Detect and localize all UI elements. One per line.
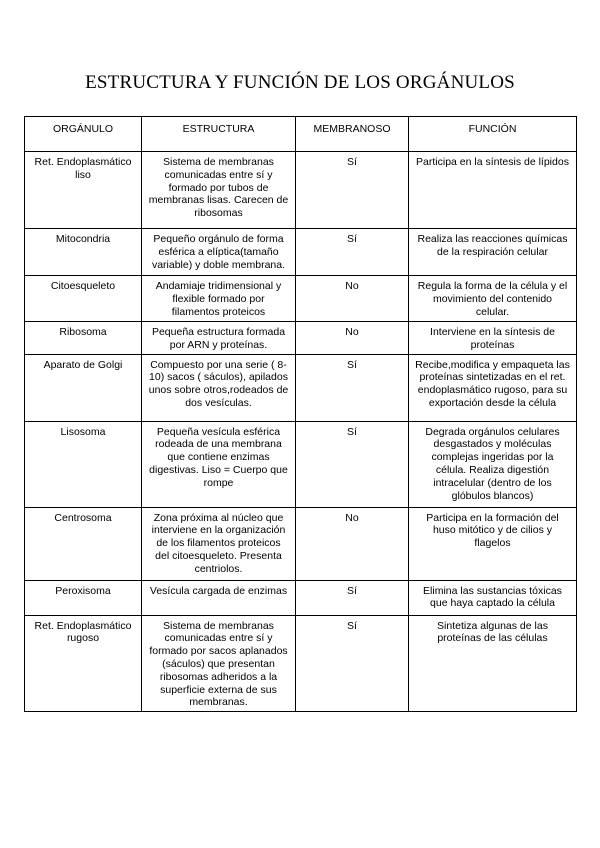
cell-membranoso: No [296,507,409,580]
cell-funcion: Participa en la formación del huso mitótico y de cilios y flagelos [409,507,577,580]
cell-organulo: Centrosoma [25,507,142,580]
cell-membranoso: Sí [296,615,409,712]
cell-estructura: Sistema de membranas comunicadas entre sí y formado por tubos de membranas lisas. Carecen de ribosomas [142,152,296,229]
cell-organulo: Mitocondria [25,229,142,276]
cell-funcion: Degrada orgánulos celulares desgastados y moléculas complejas ingeridas por la célula. Realiza digestión intracelular (dentro de los glóbulos blancos) [409,421,577,507]
cell-membranoso: Sí [296,580,409,615]
cell-estructura: Pequeña vesícula esférica rodeada de una membrana que contiene enzimas digestivas. Liso = Cuerpo que rompe [142,421,296,507]
cell-membranoso: Sí [296,421,409,507]
table-row [25,615,577,712]
table-row [25,152,577,229]
table-row [25,354,577,421]
cell-organulo: Citoesqueleto [25,276,142,322]
cell-estructura: Compuesto por una serie ( 8-10) sacos ( sáculos), apilados unos sobre otros,rodeados de dos vesículas. [142,354,296,421]
cell-funcion: Elimina las sustancias tóxicas que haya captado la célula [409,580,577,615]
header-estructura: ESTRUCTURA [142,117,296,152]
cell-organulo: Lisosoma [25,421,142,507]
table-row [25,322,577,355]
cell-membranoso: No [296,322,409,355]
cell-organulo: Aparato de Golgi [25,354,142,421]
header-funcion: FUNCIÓN [409,117,577,152]
cell-membranoso: No [296,276,409,322]
cell-funcion: Recibe,modifica y empaqueta las proteínas sintetizadas en el ret. endoplasmático rugoso, para su exportación desde la célula [409,354,577,421]
cell-estructura: Pequeña estructura formada por ARN y proteínas. [142,322,296,355]
organelles-table [24,116,577,712]
cell-organulo: Peroxisoma [25,580,142,615]
cell-organulo: Ribosoma [25,322,142,355]
cell-estructura: Pequeño orgánulo de forma esférica a elíptica(tamaño variable) y doble membrana. [142,229,296,276]
header-membranoso: MEMBRANOSO [296,117,409,152]
table-row [25,580,577,615]
page-title: ESTRUCTURA Y FUNCIÓN DE LOS ORGÁNULOS [85,72,515,93]
table-row [25,229,577,276]
cell-organulo: Ret. Endoplasmático liso [25,152,142,229]
table-header-row [25,117,577,152]
cell-membranoso: Sí [296,152,409,229]
cell-organulo: Ret. Endoplasmático rugoso [25,615,142,712]
table-row [25,507,577,580]
header-organulo: ORGÁNULO [25,117,142,152]
cell-funcion: Regula la forma de la célula y el movimiento del contenido celular. [409,276,577,322]
cell-estructura: Andamiaje tridimensional y flexible formado por filamentos proteicos [142,276,296,322]
cell-membranoso: Sí [296,229,409,276]
cell-funcion: Sintetiza algunas de las proteínas de las células [409,615,577,712]
table-row [25,276,577,322]
cell-estructura: Vesícula cargada de enzimas [142,580,296,615]
cell-estructura: Sistema de membranas comunicadas entre sí y formado por sacos aplanados (sáculos) que presentan ribosomas adheridos a la superficie externa de sus membranas. [142,615,296,712]
cell-funcion: Interviene en la síntesis de proteínas [409,322,577,355]
cell-membranoso: Sí [296,354,409,421]
cell-estructura: Zona próxima al núcleo que interviene en la organización de los filamentos proteicos del citoesqueleto. Presenta centriolos. [142,507,296,580]
cell-funcion: Participa en la síntesis de lípidos [409,152,577,229]
cell-funcion: Realiza las reacciones químicas de la respiración celular [409,229,577,276]
table-row [25,421,577,507]
